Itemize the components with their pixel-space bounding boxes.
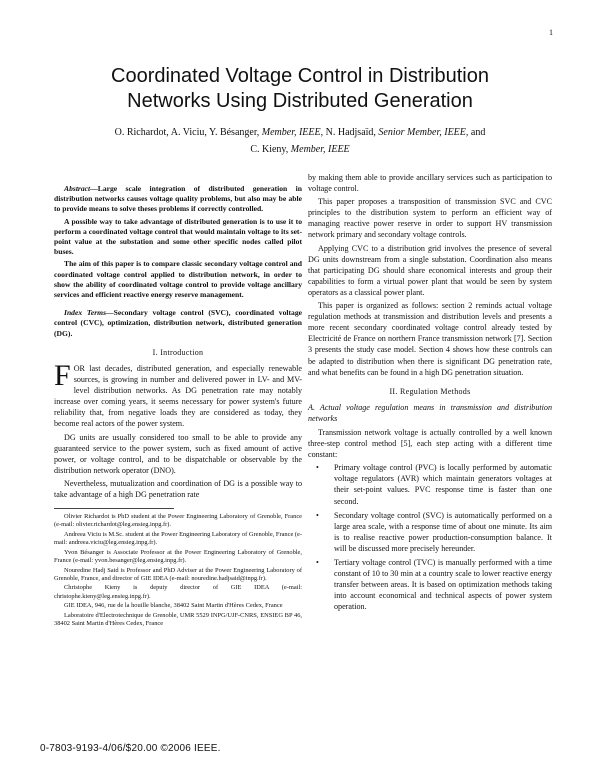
footnote: Nouredine Hadj Said is Professor and PhD Adviser at the Power Engineering Laboratory of Grenoble, France, and director of GIE IDEA (e-mail: nouredine.hadjsaid@inpg.fr). xyxy=(54,566,302,582)
footnote: GIE IDEA, 946, rue de la houille blanche, 38402 Saint Martin d'Hères Cedex, France xyxy=(64,602,283,610)
footnote: Yvon Bésanger is Associate Professor at the Power Engineering Laboratory of Grenoble, France (e-mail: yvon.besanger@leg.ensieg.inpg.fr). xyxy=(54,548,302,565)
intro-paragraph-6: Applying CVC to a distribution grid involves the presence of several DG units downstream from a single substation. Coordination also means that participating DG should share economical interests and group their capabilities to form a virtual power plant that would be seen by system operators as a classical power plant. xyxy=(308,243,552,297)
list-item: • Tertiary voltage control (TVC) is manually performed with a time constant of 10 to 30 min at a country scale to lower reactive energy transfer between areas. It is based on optimization methods taking into account economical and technical aspects of power system operation. xyxy=(334,557,552,612)
author-names-4: C. Kieny, xyxy=(250,144,291,155)
index-terms-text: —Secondary voltage control (SVC), coordinated voltage control (CVC), optimization, distribution network, distributed generation (DG). xyxy=(54,308,302,338)
index-terms-label: Index Terms xyxy=(64,308,107,318)
author-names-3: , and xyxy=(465,127,486,138)
abstract-paragraph-1 xyxy=(54,184,302,215)
copyright-line: 0-7803-9193-4/06/$20.00 ©2006 IEEE. xyxy=(40,743,221,754)
intro-paragraph-7: This paper is organized as follows: section 2 reminds actual voltage regulation methods at transmission and distribution levels and presents a more recent secondary coordinated voltage control already tested by Electricité de France on northern France transmission network [7]. Section 3 presents the study case model. Section 4 shows how these controls can be adapted to distribution when there is significant DG penetration rate, and what benefits can be found in a high DG penetration situation. xyxy=(308,301,552,377)
paper-title xyxy=(40,64,560,114)
abstract-paragraph-2: A possible way to take advantage of distributed generation is to use it to perform a coordinated voltage control that would maintain voltage to its set-point value at the substation and some other specific nodes called pilot buses. xyxy=(54,216,302,257)
list-item: • Primary voltage control (PVC) is locally performed by automatic voltage regulators (AVR) which maintain generators voltages at their set-point values. PVC response time is faster than one second. xyxy=(334,462,552,506)
drop-cap: F xyxy=(54,358,71,392)
author-role-1: Member, IEEE xyxy=(261,127,321,138)
footnote: Olivier Richardot is PhD student at the Power Engineering Laboratory of Grenoble, France (e-mail: olivier.richardot@leg.ensieg.inpg.fr). xyxy=(54,513,302,529)
section-heading-introduction: I. Introduction xyxy=(152,347,204,357)
regulation-paragraph-1: Transmission network voltage is actually controlled by a well known three-step control method [5], each step acting with a different time constant: xyxy=(308,427,552,460)
intro-paragraph-3: Nevertheless, mutualization and coordination of DG is a possible way to take advantage of a high DG penetration rate xyxy=(54,478,302,499)
footnote: Christophe Kieny is deputy director of GIE IDEA (e-mail: christophe.kieny@leg.ensieg.inpg.fr). xyxy=(54,584,302,600)
control-levels-list xyxy=(308,462,552,612)
abstract-label: Abstract xyxy=(64,184,91,193)
author-list xyxy=(60,124,540,158)
page-number: 1 xyxy=(549,28,553,37)
abstract-paragraph-3: The aim of this paper is to compare classic secondary voltage control and coordinated voltage control applied to distribution network, in order to show the ability of coordinated voltage control to provide voltage ancillary services and efficient reactive energy reserve management. xyxy=(54,259,302,300)
section-heading-regulation-methods: II. Regulation Methods xyxy=(389,386,471,396)
list-item: • Secondary voltage control (SVC) is automatically performed on a large area scale, with a response time of about one minute. Its aim is to realise reactive power production-consumption balance. It will be discussed more precisely hereunder. xyxy=(334,510,552,554)
abstract xyxy=(54,184,302,300)
author-names-2: , N. Hadjsaïd, xyxy=(320,127,379,138)
subsection-heading: A. Actual voltage regulation means in transmission and distribution networks xyxy=(308,402,552,423)
intro-text-1: OR last decades, distributed generation, and especially renewable sources, is growing in number and delivered power in LV- and MV-level distribution networks. As DG penetration rate may notably increase over coming years, it seems necessary for power system's future reliability that, from negative loads they are considered as today, they become real actors of the power system. xyxy=(54,363,302,429)
author-line-2 xyxy=(60,141,540,158)
left-column xyxy=(54,184,302,629)
footnote-divider xyxy=(54,508,174,509)
author-names-1: O. Richardot, A. Viciu, Y. Bésanger, xyxy=(114,127,262,138)
footnotes xyxy=(54,513,302,628)
index-terms-paragraph xyxy=(54,308,302,339)
abstract-text-1: —Large scale integration of distributed generation in distribution networks causes voltage quality problems, but also may be able to provide means to solve theses problems if correctly controlled. xyxy=(54,184,302,214)
index-terms xyxy=(54,308,302,339)
intro-paragraph-1 xyxy=(54,358,302,430)
author-line-1 xyxy=(60,124,540,141)
intro-paragraph-2: DG units are usually considered too small to be able to provide any guaranteed service to the power system, such as fixed amount of active power, or voltage control, and to be dispatchable or observable by the distribution network operator (DNO). xyxy=(54,432,302,475)
title-line-1: Coordinated Voltage Control in Distribution xyxy=(111,65,489,87)
intro-paragraph-4: by making them able to provide ancillary services such as participation to voltage control. xyxy=(308,173,552,194)
footnote: Andreea Viciu is M.Sc. student at the Power Engineering Laboratory of Grenoble, France (e-mail: andreea.viciu@leg.ensieg.inpg.fr). xyxy=(54,530,302,547)
right-column xyxy=(308,172,552,615)
author-role-4: Member, IEEE xyxy=(290,144,350,155)
footnote: Laboratoire d'Electrotechnique de Grenoble, UMR 5529 INPG/UJF-CNRS, ENSIEG BP 46, 38402 Saint Martin d'Hères Cedex, France xyxy=(54,611,302,627)
title-line-2: Networks Using Distributed Generation xyxy=(127,90,473,112)
author-role-2: Senior Member, IEEE xyxy=(378,127,466,138)
intro-paragraph-5: This paper proposes a transposition of transmission SVC and CVC principles to the distribution system to perform an efficient way of managing reactive power reserve in order to support HV transmission network primary and secondary voltage controls. xyxy=(308,197,552,240)
